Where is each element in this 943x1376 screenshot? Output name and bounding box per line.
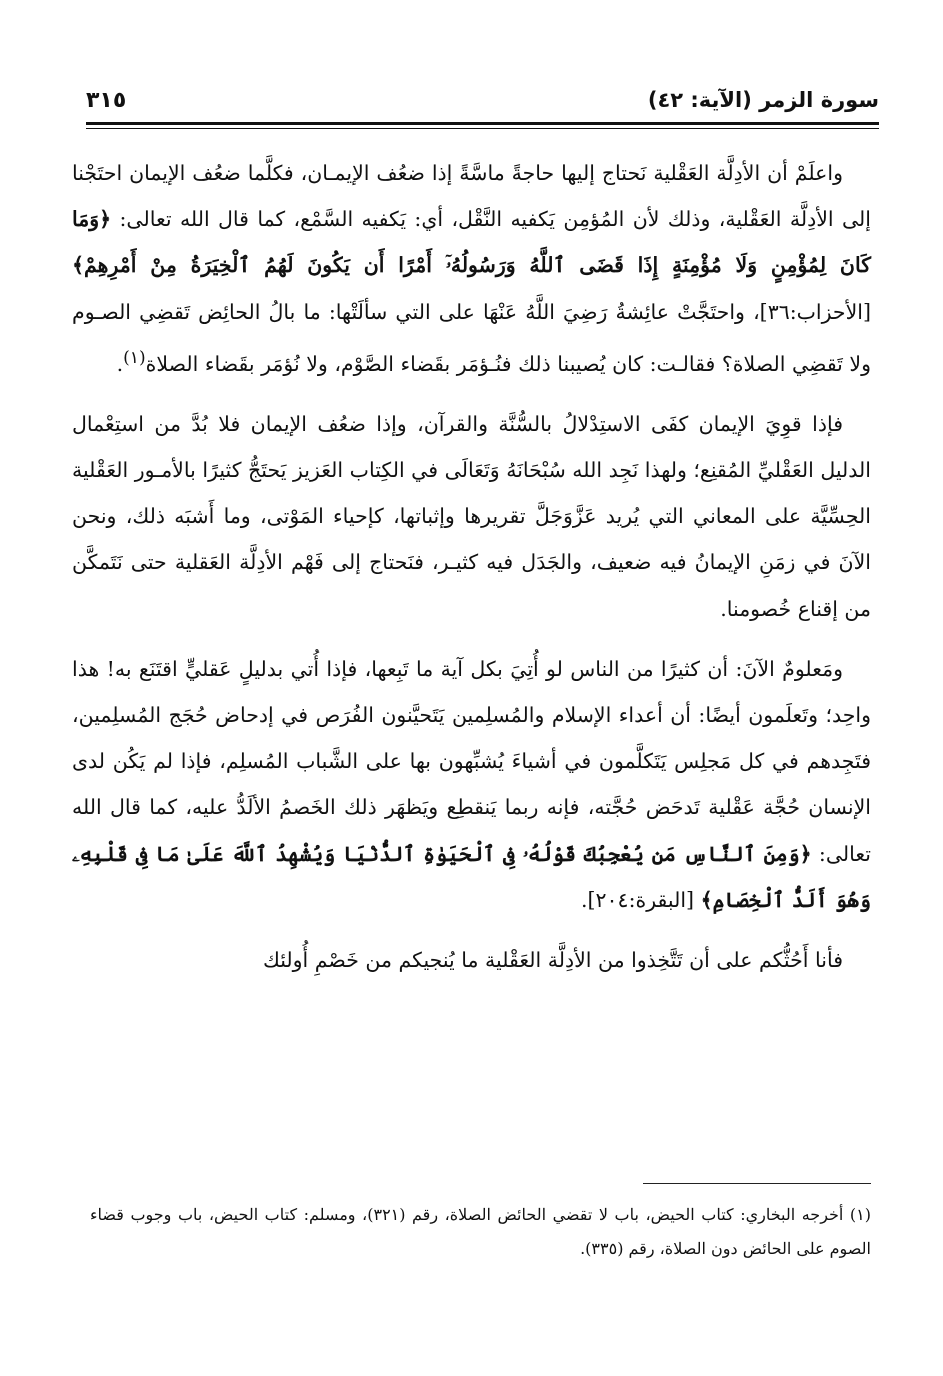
- paragraph-1-end: .: [116, 351, 124, 376]
- page-number: ٣١٥: [86, 88, 127, 113]
- quran-verse-ahzab: ﴿وَمَا كَانَ لِمُؤْمِنٍ وَلَا مُؤْمِنَةٍ إِذَا قَضَى ٱللَّهُ وَرَسُولُهُۥٓ أَمْرًا أَن يَكُونَ لَهُمُ ٱلْخِيَرَةُ مِنْ أَمْرِهِمْ﴾: [72, 207, 871, 278]
- footnote-marker-1: (١): [123, 347, 146, 368]
- footnote-1: (١) أخرجه البخاري: كتاب الحيض، باب لا تقضي الحائض الصلاة، رقم (٣٢١)، ومسلم: كتاب الحيض، باب وجوب قضاء الصوم على الحائض دون الصلاة، رقم (٣٣٥).: [90, 1205, 871, 1258]
- body-text: [72, 150, 871, 997]
- header-rule-thin: [86, 128, 879, 129]
- paragraph-3-text-a: ومَعلومٌ الآنَ: أن كثيرًا من الناس لو أُتِيَ بكل آية ما تَبِعها، فإذا أُتي بدليلٍ عَقليٍّ اقتَنَع به! هذا واحِد؛ وتَعلَمون أيضًا: أن أعداء الإسلام والمُسلِمين يَتَحيَّنون الفُرَص في إدحاض حُجَج المُسلِمين، فتَجِدهم في كل مَجلِس يَتَكلَّمون في أشياءَ يُشبِّهون بها على الشَّباب المُسلِم، فإذا لم يَكُن لدى الإنسان حُجَّة عَقْلية تَدحَض حُجَّته، فإنه ربما يَنقطِع ويَظهَر ذلك الخَصمُ الألَدُّ عليه، كما قال الله تعالى:: [72, 656, 871, 866]
- paragraph-3: [72, 646, 871, 923]
- paragraph-3-text-b: [البقرة:٢٠٤].: [581, 887, 701, 912]
- footnotes: [90, 1198, 871, 1266]
- paragraph-1-text-a: واعلَمْ أن الأدِلَّة العَقْلية نَحتاج إليها حاجةً ماسَّةً إذا ضعُف الإيمـان، فكلَّما ضعُف الإيمان احتَجْنا إلى الأدِلَّة العَقْلية، وذلك لأن المُؤمِن يَكفيه النَّقْل، أي: يَكفيه السَّمْع، كما قال الله تعالى:: [72, 161, 871, 232]
- quran-verse-baqarah: ﴿وَمِنَ ٱلنَّاسِ مَن يُعْجِبُكَ قَوْلُهُۥ فِى ٱلْحَيَوٰةِ ٱلدُّنْيَا وَيُشْهِدُ ٱللَّهَ عَلَىٰ مَا فِى قَلْبِهِۦ وَهُوَ أَلَدُّ ٱلْخِصَامِ﴾: [72, 841, 871, 912]
- paragraph-1: [72, 150, 871, 387]
- paragraph-1-text-b: [الأحزاب:٣٦]، واحتَجَّتْ عائِشةُ رَضِيَ اللَّهُ عَنْهَا على التي سألَتْها: ما بالُ الحائِض تَقضِي الصـوم ولا تَقضِي الصلاة؟ فقالـت: كان يُصيبنا ذلك فنُـؤمَر بقَضاء الصَّوْم، ولا نُؤمَر بقَضاء الصلاة: [72, 299, 871, 376]
- paragraph-4: فأنا أَحُثُّكم على أن تَتَّخِذوا من الأدِلَّة العَقْلية ما يُنجيكم من خَصْمِ أُولئك: [262, 948, 843, 973]
- paragraph-2: فإذا قوِيَ الإيمان كفَى الاستِدْلالُ بالسُّنَّة والقرآن، وإذا ضعُف الإيمان فلا بُدَّ من استِعْمال الدليل العَقْليِّ المُقنِع؛ ولهذا نَجِد الله سُبْحَانَهُ وَتَعَالَى في الكِتاب العَزيز يَحتَجُّ كثيرًا بالأمـور العَقْلية الحِسِّيَّة على المعاني التي يُريد عَزَّوَجَلَّ تقريرها وإثباتها، كإحياء المَوْتى، وما أَشبَه ذلك، ونحن الآنَ في زمَنِ الإيمانُ فيه ضعيف، والجَدَل فيه كثيـر، فنَحتاج إلى فَهْم الأدِلَّة العَقلية حتى نَتَمكَّن من إقناع خُصومنا.: [72, 411, 871, 621]
- header-rule-thick: [86, 122, 879, 125]
- surah-title: سورة الزمر (الآية: ٤٢): [647, 88, 879, 112]
- page-header: [86, 86, 879, 122]
- footnote-divider: [643, 1183, 871, 1184]
